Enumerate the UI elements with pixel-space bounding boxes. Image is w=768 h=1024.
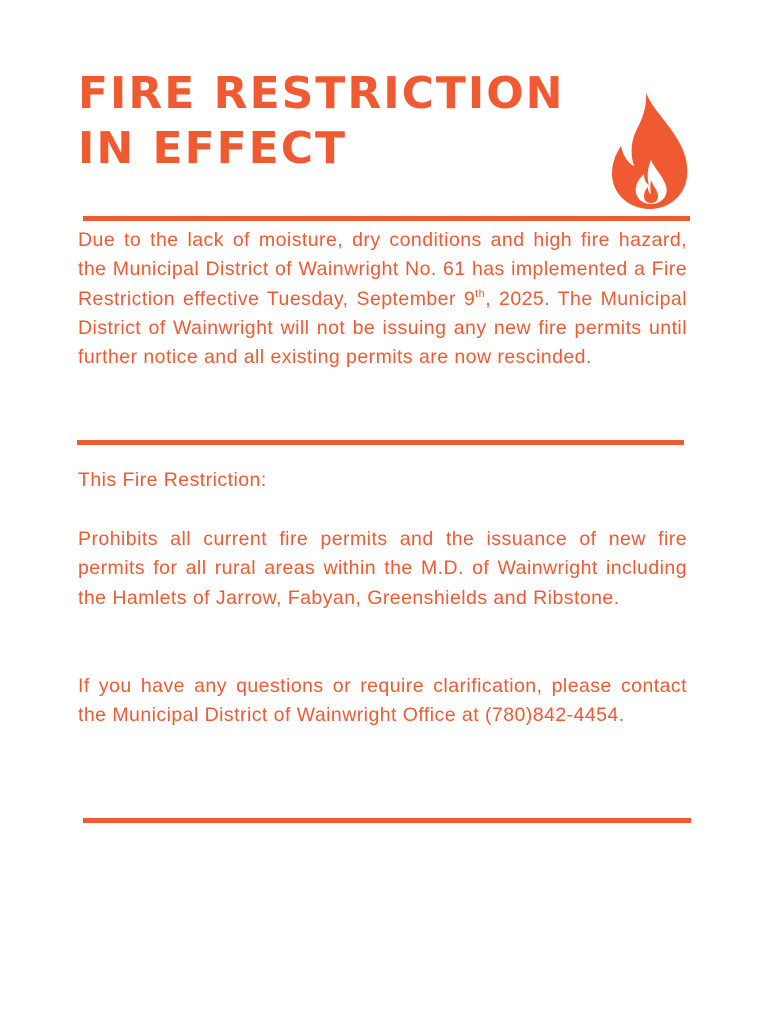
- divider-bottom: [83, 818, 691, 823]
- prohibitions-paragraph: Prohibits all current fire permits and the issuance of new fire permits for all rural areas within the M.D. of Wainwright including the Hamlets of Jarrow, Fabyan, Greenshields and Ribstone.: [78, 528, 687, 609]
- title-line-1: FIRE RESTRICTION: [78, 68, 565, 119]
- title-line-2: IN EFFECT: [78, 123, 348, 174]
- fire-icon: [610, 92, 690, 210]
- divider-top: [83, 216, 690, 221]
- intro-text-part1: Due to the lack of moisture, dry conditions and high fire hazard, the Municipal District of Wainwright No. 61 has implemented a Fire Restriction effective Tuesday, September 9: [78, 229, 687, 310]
- intro-text-part2: , 2025. The Municipal District of Wainwright will not be issuing any new fire permits until further notice and all existing permits are now rescinded.: [78, 287, 687, 369]
- notice-title: [78, 66, 638, 176]
- intro-paragraph: [78, 226, 687, 372]
- divider-middle: [77, 440, 684, 445]
- ordinal-suffix: th: [475, 287, 486, 300]
- contact-paragraph: If you have any questions or require clarification, please contact the Municipal District of Wainwright Office at (780)842-4454.: [78, 675, 687, 727]
- restriction-heading: This Fire Restriction:: [78, 469, 267, 491]
